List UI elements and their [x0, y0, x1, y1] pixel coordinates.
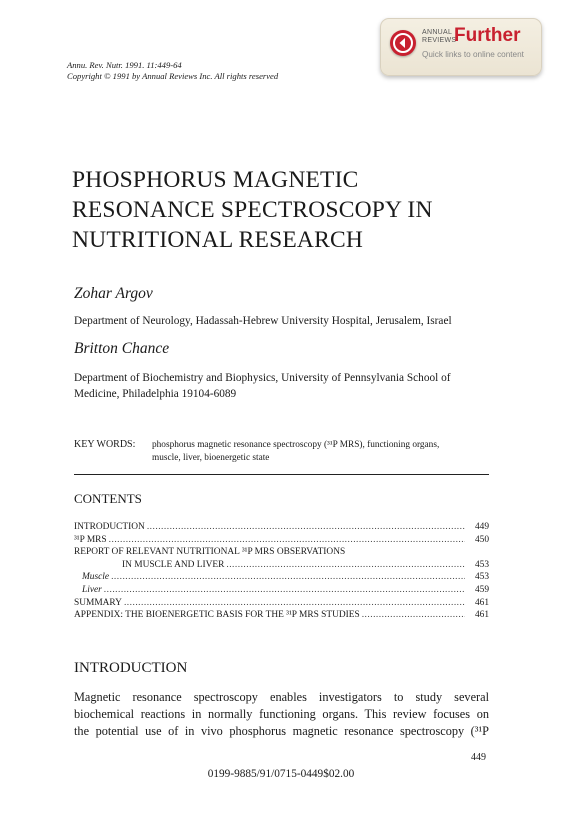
journal-citation	[67, 60, 278, 82]
section-divider	[74, 474, 489, 475]
keywords-label: KEY WORDS:	[74, 439, 136, 450]
title-line-3: NUTRITIONAL RESEARCH	[72, 227, 363, 253]
badge-subtitle: Quick links to online content	[422, 50, 524, 59]
toc-entry[interactable]: REPORT OF RELEVANT NUTRITIONAL ³¹P MRS OBSERVATIONS	[74, 547, 346, 558]
back-arrow-circle-icon	[390, 30, 416, 56]
author-affiliation: Department of Biochemistry and Biophysics, University of Pennsylvania School of Medicine, Philadelphia 19104-6089	[74, 372, 451, 400]
badge-further-text: Further	[454, 25, 521, 46]
toc-entry[interactable]: SUMMARY ..... 461	[74, 597, 489, 610]
toc-entry[interactable]: Muscle ..... 453	[74, 571, 489, 584]
article-identifier: 0199-9885/91/0715-0449$02.00	[207, 768, 355, 780]
article-title	[72, 165, 433, 255]
title-line-2: RESONANCE SPECTROSCOPY IN	[72, 197, 433, 223]
annual-reviews-further-badge[interactable]	[380, 18, 542, 76]
introduction-body: Magnetic resonance spectroscopy enables investigators to study several biochemical reactions in normally functioning organs. This review focuses on the potential use of in vivo phosphorus magnetic resonance spectroscopy (³¹P	[74, 690, 489, 738]
journal-line: Annu. Rev. Nutr. 1991. 11:449-64	[67, 60, 182, 70]
keywords-text: phosphorus magnetic resonance spectroscopy (³¹P MRS), functioning organs, muscle, liver, bioenergetic state	[152, 440, 440, 463]
toc-entry[interactable]: IN MUSCLE AND LIVER ..... 453	[74, 559, 489, 572]
table-of-contents	[74, 521, 489, 622]
author-affiliation: Department of Neurology, Hadassah-Hebrew University Hospital, Jerusalem, Israel	[74, 315, 452, 327]
author-name: Britton Chance	[74, 340, 170, 357]
author-name: Zohar Argov	[74, 285, 153, 302]
contents-heading: CONTENTS	[74, 491, 142, 506]
introduction-heading: INTRODUCTION	[74, 660, 188, 676]
toc-entry[interactable]: ³¹P MRS ..... 450	[74, 534, 489, 547]
badge-annual-reviews-text: ANNUAL REVIEWS	[422, 29, 457, 44]
title-line-1: PHOSPHORUS MAGNETIC	[72, 167, 359, 193]
toc-entry[interactable]: INTRODUCTION ..... 449	[74, 521, 489, 534]
page-number: 449	[471, 752, 486, 763]
toc-entry[interactable]: APPENDIX: THE BIOENERGETIC BASIS FOR THE ³¹P MRS STUDIES ..... 461	[74, 609, 489, 622]
copyright-line: Copyright © 1991 by Annual Reviews Inc. All rights reserved	[67, 71, 279, 81]
toc-entry[interactable]: Liver ..... 459	[74, 584, 489, 597]
